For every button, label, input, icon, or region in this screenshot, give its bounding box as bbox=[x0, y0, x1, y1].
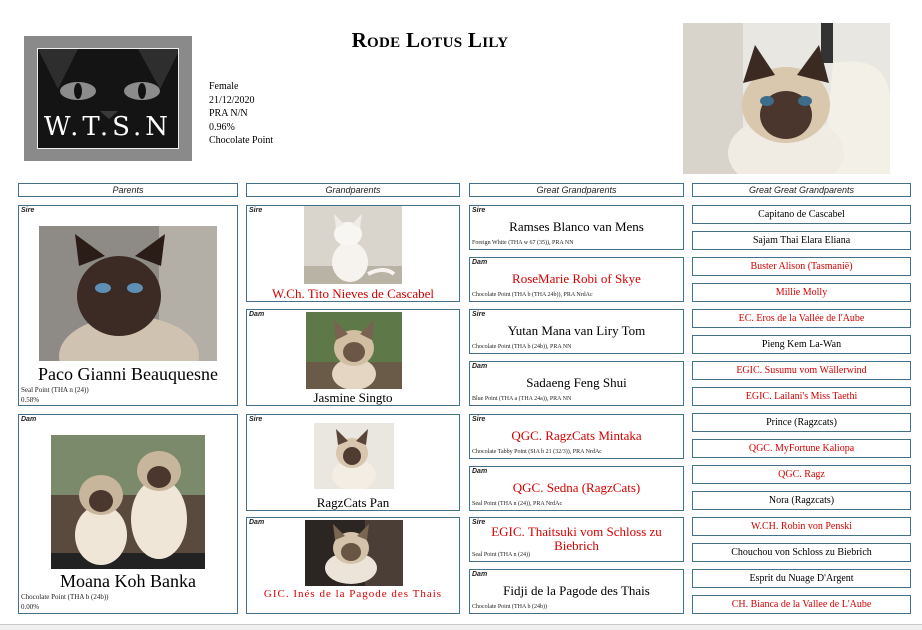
parent-name: Paco Gianni Beauquesne bbox=[38, 364, 218, 384]
cat-photo-icon bbox=[51, 435, 205, 569]
column-header-parents: Parents bbox=[18, 183, 238, 197]
column-header-great-great-grandparents: Great Great Grandparents bbox=[692, 183, 911, 197]
great-great-grandparent-card[interactable]: Millie Molly bbox=[692, 283, 911, 302]
great-grandparent-name: Sadaeng Feng Shui bbox=[526, 375, 627, 390]
cattery-logo bbox=[24, 36, 192, 161]
horizontal-scrollbar[interactable] bbox=[0, 624, 922, 630]
grandparent-name: RagzCats Pan bbox=[316, 495, 390, 510]
great-grandparent-name: QGC. Sedna (RagzCats) bbox=[512, 480, 641, 495]
grandparent-card[interactable] bbox=[246, 309, 460, 406]
parent-card-dam[interactable] bbox=[18, 414, 238, 614]
great-great-grandparent-card[interactable]: Nora (Ragzcats) bbox=[692, 491, 911, 510]
parent-photo bbox=[51, 435, 205, 569]
great-great-grandparent-card[interactable]: Chouchou von Schloss zu Biebrich bbox=[692, 543, 911, 562]
great-great-grandparent-card[interactable]: Capitano de Cascabel bbox=[692, 205, 911, 224]
dam-tag: Dam bbox=[249, 311, 265, 318]
great-grandparent-details: Chocolate Point (THA b (THA 24b)), PRA NrdAc bbox=[472, 292, 593, 298]
great-grandparent-name: Fidji de la Pagode des Thais bbox=[503, 583, 650, 598]
great-grandparent-details: Chocolate Point (THA b (24b)) bbox=[472, 604, 547, 610]
grandparent-photo bbox=[304, 206, 402, 284]
column-header-great-grandparents: Great Grandparents bbox=[469, 183, 684, 197]
great-grandparent-card[interactable] bbox=[469, 361, 684, 406]
cat-coi: 0.96% bbox=[209, 121, 235, 133]
sire-tag: Sire bbox=[472, 519, 486, 526]
great-great-grandparent-card[interactable]: QGC. Ragz bbox=[692, 465, 911, 484]
cat-photo-icon bbox=[306, 312, 402, 389]
great-great-grandparent-card[interactable]: Pieng Kem La-Wan bbox=[692, 335, 911, 354]
cat-photo-icon bbox=[39, 226, 217, 361]
great-grandparent-details: Seal Point (THA n (24)), PRA NrdAc bbox=[472, 501, 563, 507]
great-grandparent-details: Blue Point (THA a (THA 24a)), PRA NN bbox=[472, 396, 572, 402]
grandparent-photo bbox=[306, 312, 402, 389]
parent-card-sire[interactable] bbox=[18, 205, 238, 406]
grandparent-card[interactable] bbox=[246, 205, 460, 302]
great-great-grandparent-card[interactable]: Esprit du Nuage D'Argent bbox=[692, 569, 911, 588]
great-great-grandparent-card[interactable]: QGC. MyFortune Kaliopa bbox=[692, 439, 911, 458]
parent-details: Chocolate Point (THA b (24b)) bbox=[21, 593, 109, 601]
great-grandparent-name: Ramses Blanco van Mens bbox=[509, 219, 644, 234]
parent-details: Seal Point (THA n (24)) bbox=[21, 386, 89, 394]
cat-info bbox=[209, 80, 273, 148]
parent-name: Moana Koh Banka bbox=[60, 571, 196, 591]
dam-tag: Dam bbox=[472, 571, 488, 578]
great-grandparent-card[interactable] bbox=[469, 517, 684, 562]
great-grandparent-details: Chocolate Tabby Point (SIA b 21 (32/3)), PRA NrdAc bbox=[472, 449, 602, 455]
great-great-grandparent-card[interactable]: CH. Bianca de la Vallee de L'Aube bbox=[692, 595, 911, 614]
great-great-grandparent-card[interactable]: W.CH. Robin von Penski bbox=[692, 517, 911, 536]
dam-tag: Dam bbox=[472, 259, 488, 266]
column-header-grandparents: Grandparents bbox=[246, 183, 460, 197]
great-grandparent-name: RoseMarie Robi of Skye bbox=[512, 271, 641, 286]
cat-photo-icon bbox=[314, 423, 394, 489]
great-great-grandparent-card[interactable]: EC. Eros de la Vallée de l'Aube bbox=[692, 309, 911, 328]
sire-tag: Sire bbox=[249, 207, 263, 214]
great-great-grandparent-card[interactable]: Sajam Thai Elara Eliana bbox=[692, 231, 911, 250]
grandparent-name: Jasmine Singto bbox=[313, 390, 393, 405]
great-grandparent-card[interactable] bbox=[469, 414, 684, 459]
parent-coi: 0.58% bbox=[21, 396, 40, 404]
cat-sex: Female bbox=[209, 81, 239, 92]
great-great-grandparent-card[interactable]: EGIC. Lailani's Miss Taethi bbox=[692, 387, 911, 406]
main-cat-photo bbox=[683, 23, 890, 174]
grandparent-card[interactable] bbox=[246, 414, 460, 511]
great-grandparent-details: Foreign White (THA w 67 (35)), PRA NN bbox=[472, 240, 574, 246]
grandparent-name: GIC. Inés de la Pagode des Thais bbox=[263, 588, 443, 600]
sire-tag: Sire bbox=[472, 416, 486, 423]
parent-coi: 0.00% bbox=[21, 603, 40, 611]
great-grandparent-card[interactable] bbox=[469, 569, 684, 614]
grandparent-card[interactable] bbox=[246, 517, 460, 614]
great-grandparent-card[interactable] bbox=[469, 466, 684, 511]
sire-tag: Sire bbox=[472, 311, 486, 318]
grandparent-photo bbox=[305, 520, 403, 586]
great-great-grandparent-card[interactable]: EGIC. Susumu vom Wällerwind bbox=[692, 361, 911, 380]
sire-tag: Sire bbox=[472, 207, 486, 214]
dam-tag: Dam bbox=[21, 416, 37, 423]
dam-tag: Dam bbox=[249, 519, 265, 526]
great-grandparent-name: EGIC. Thaitsuki vom Schloss zu Biebrich bbox=[491, 524, 662, 553]
great-grandparent-name: QGC. RagzCats Mintaka bbox=[511, 428, 642, 443]
cat-color: Chocolate Point bbox=[209, 135, 274, 146]
cat-photo-icon bbox=[683, 23, 890, 174]
great-grandparent-details: Chocolate Point (THA b (24b)), PRA NN bbox=[472, 344, 572, 350]
dam-tag: Dam bbox=[472, 468, 488, 475]
great-grandparent-details: Seal Point (THA n (24)) bbox=[472, 552, 530, 558]
page-title: Rode Lotus Lily bbox=[351, 28, 509, 52]
logo-text: W.T.S.N bbox=[43, 112, 173, 142]
cat-pra: PRA N/N bbox=[209, 108, 248, 119]
parent-photo bbox=[39, 226, 217, 361]
great-grandparent-card[interactable] bbox=[469, 257, 684, 302]
sire-tag: Sire bbox=[21, 207, 35, 214]
dam-tag: Dam bbox=[472, 363, 488, 370]
grandparent-photo bbox=[314, 423, 394, 489]
great-great-grandparent-card[interactable]: Buster Alison (Tasmanië) bbox=[692, 257, 911, 276]
great-grandparent-name: Yutan Mana van Liry Tom bbox=[507, 323, 646, 338]
cat-photo-icon bbox=[305, 520, 403, 586]
great-grandparent-card[interactable] bbox=[469, 309, 684, 354]
grandparent-name: W.Ch. Tito Nieves de Cascabel bbox=[271, 286, 434, 301]
sire-tag: Sire bbox=[249, 416, 263, 423]
great-great-grandparent-card[interactable]: Prince (Ragzcats) bbox=[692, 413, 911, 432]
cat-photo-icon bbox=[304, 206, 402, 284]
cat-dob: 21/12/2020 bbox=[209, 94, 255, 106]
great-grandparent-card[interactable] bbox=[469, 205, 684, 250]
logo-image bbox=[37, 48, 179, 149]
